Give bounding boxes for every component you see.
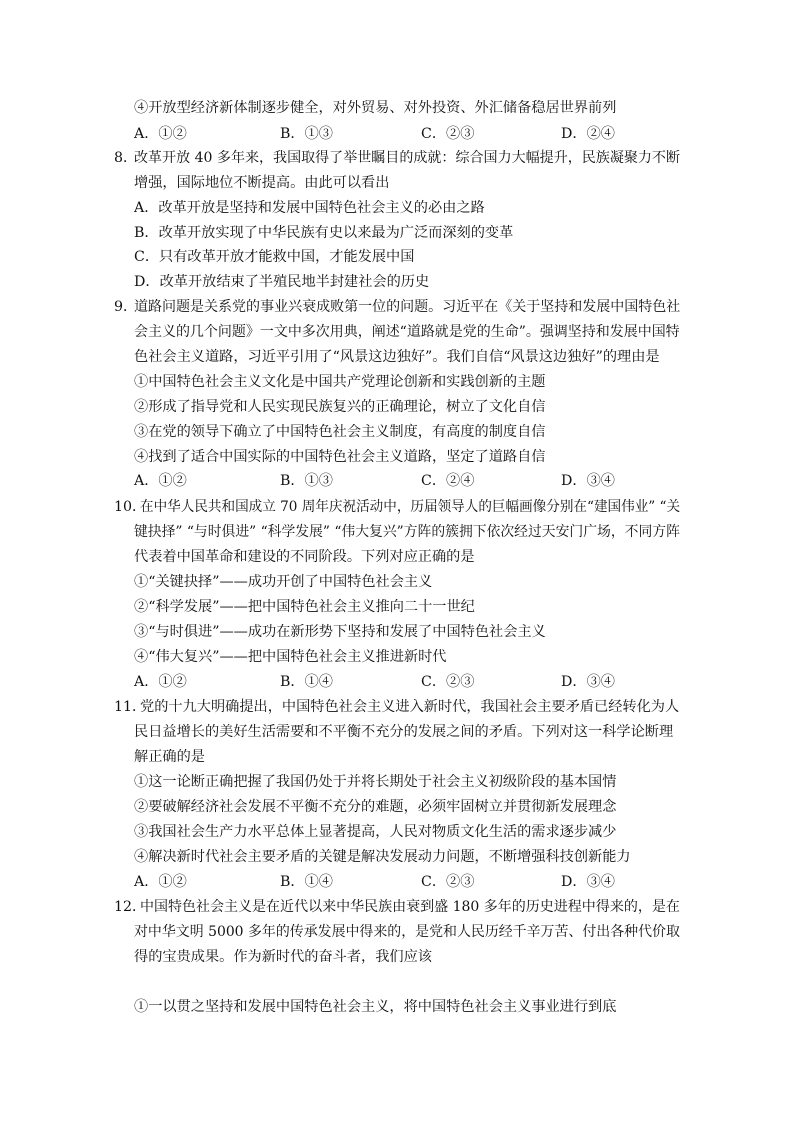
q12-stem-line-1: 中国特色社会主义是在近代以来中华民族由衰到盛 180 多年的历史进程中得来的，是在 (140, 899, 680, 915)
q8-number: 8． (114, 150, 138, 166)
q10-item-4: ④“伟大复兴”——把中国特色社会主义推进新时代 (134, 649, 447, 665)
q11-item-3: ③我国社会生产力水平总体上显著提高，人民对物质文化生活的需求逐步减少 (134, 824, 617, 840)
q12-item-1: ①一以贯之坚持和发展中国特色社会主义，将中国特色社会主义事业进行到底 (134, 999, 617, 1015)
q10-item-3: ③“与时俱进”——成功在新形势下坚持和发展了中国特色社会主义 (134, 624, 546, 640)
q7-options (0, 124, 794, 144)
q11-item-2: ②要破解经济社会发展不平衡不充分的难题，必须牢固树立并贯彻新发展理念 (134, 799, 617, 815)
q9-stem-line-3: 色社会主义道路，习近平引用了“风景这边独好”。我们自信“风景这边独好”的理由是 (134, 349, 660, 365)
q8-stem-line-2: 增强，国际地位不断提高。由此可以看出 (134, 175, 390, 191)
q10-option-a[interactable]: A．①② (134, 674, 187, 690)
q7-option-d[interactable]: D．②④ (561, 126, 615, 142)
q10-number: 10． (114, 499, 147, 515)
q12-number: 12． (114, 899, 147, 915)
q8-option-d[interactable]: D．改革开放结束了半殖民地半封建社会的历史 (134, 274, 430, 290)
q11-stem-line-1: 党的十九大明确提出，中国特色社会主义进入新时代，我国社会主要矛盾已经转化为人 (140, 699, 680, 715)
q7-option-c[interactable]: C．②③ (421, 126, 475, 142)
q9-option-a[interactable]: A．①② (134, 473, 187, 489)
q7-option-a[interactable]: A．①② (134, 126, 187, 142)
q9-option-d[interactable]: D．③④ (561, 473, 615, 489)
q11-option-d[interactable]: D．③④ (561, 874, 615, 890)
q8-stem-line-1: 改革开放 40 多年来，我国取得了举世瞩目的成就：综合国力大幅提升，民族凝聚力不断 (134, 150, 680, 166)
q9-stem-line-1: 道路问题是关系党的事业兴衰成败第一位的问题。习近平在《关于坚持和发展中国特色社 (134, 299, 681, 315)
q9-item-2: ②形成了指导党和人民实现民族复兴的正确理论，树立了文化自信 (134, 399, 546, 415)
q10-option-d[interactable]: D．③④ (561, 674, 615, 690)
q10-item-1: ①“关键抉择”——成功开创了中国特色社会主义 (134, 574, 433, 590)
q11-option-a[interactable]: A．①② (134, 874, 187, 890)
q10-stem-line-1: 在中华人民共和国成立 70 周年庆祝活动中，历届领导人的巨幅画像分别在“建国伟业” “关 (140, 499, 681, 515)
q7-item-4: ④开放型经济新体制逐步健全，对外贸易、对外投资、外汇储备稳居世界前列 (134, 100, 617, 116)
q11-stem-line-3: 解正确的是 (134, 749, 205, 765)
q11-item-1: ①这一论断正确把握了我国仍处于并将长期处于社会主义初级阶段的基本国情 (134, 774, 617, 790)
q7-option-b[interactable]: B．①③ (280, 126, 333, 142)
q9-item-1: ①中国特色社会主义文化是中国共产党理论创新和实践创新的主题 (134, 374, 546, 390)
q12-stem-line-3: 得的宝贵成果。作为新时代的奋斗者，我们应该 (134, 949, 432, 965)
q11-stem-line-2: 民日益增长的美好生活需要和不平衡不充分的发展之间的矛盾。下列对这一科学论断理 (134, 724, 674, 740)
q8-option-a[interactable]: A．改革开放是坚持和发展中国特色社会主义的必由之路 (134, 200, 485, 216)
q9-stem-line-2: 会主义的几个问题》一文中多次用典，阐述“道路就是党的生命”。强调坚持和发展中国特 (134, 324, 680, 340)
q10-option-c[interactable]: C．②③ (421, 674, 475, 690)
q10-stem-line-3: 代表着中国革命和建设的不同阶段。下列对应正确的是 (134, 549, 475, 565)
q10-stem-line-2: 键抉择” “与时俱进” “科学发展” “伟大复兴”方阵的簇拥下依次经过天安门广场，不同方阵 (134, 524, 680, 540)
q9-number: 9． (114, 299, 138, 315)
q10-item-2: ②“科学发展”——把中国特色社会主义推向二十一世纪 (134, 599, 475, 615)
q11-item-4: ④解决新时代社会主要矛盾的关键是解决发展动力问题，不断增强科技创新能力 (134, 849, 631, 865)
q10-options (0, 672, 794, 692)
q12-stem-line-2: 对中华文明 5000 多年的传承发展中得来的，是党和人民历经千辛万苦、付出各种代价取 (134, 924, 680, 940)
q11-number: 11． (114, 699, 147, 715)
q11-option-c[interactable]: C．②③ (421, 874, 475, 890)
q10-option-b[interactable]: B．①④ (280, 674, 333, 690)
q8-option-b[interactable]: B．改革开放实现了中华民族有史以来最为广泛而深刻的变革 (134, 225, 514, 241)
q9-item-4: ④找到了适合中国实际的中国特色社会主义道路，坚定了道路自信 (134, 449, 546, 465)
q9-option-b[interactable]: B．①③ (280, 473, 333, 489)
q11-option-b[interactable]: B．①④ (280, 874, 333, 890)
q11-options (0, 872, 794, 892)
q9-item-3: ③在党的领导下确立了中国特色社会主义制度，有高度的制度自信 (134, 424, 546, 440)
q8-option-c[interactable]: C．只有改革开放才能救中国，才能发展中国 (134, 249, 415, 265)
q9-options (0, 471, 794, 491)
q9-option-c[interactable]: C．②④ (421, 473, 475, 489)
